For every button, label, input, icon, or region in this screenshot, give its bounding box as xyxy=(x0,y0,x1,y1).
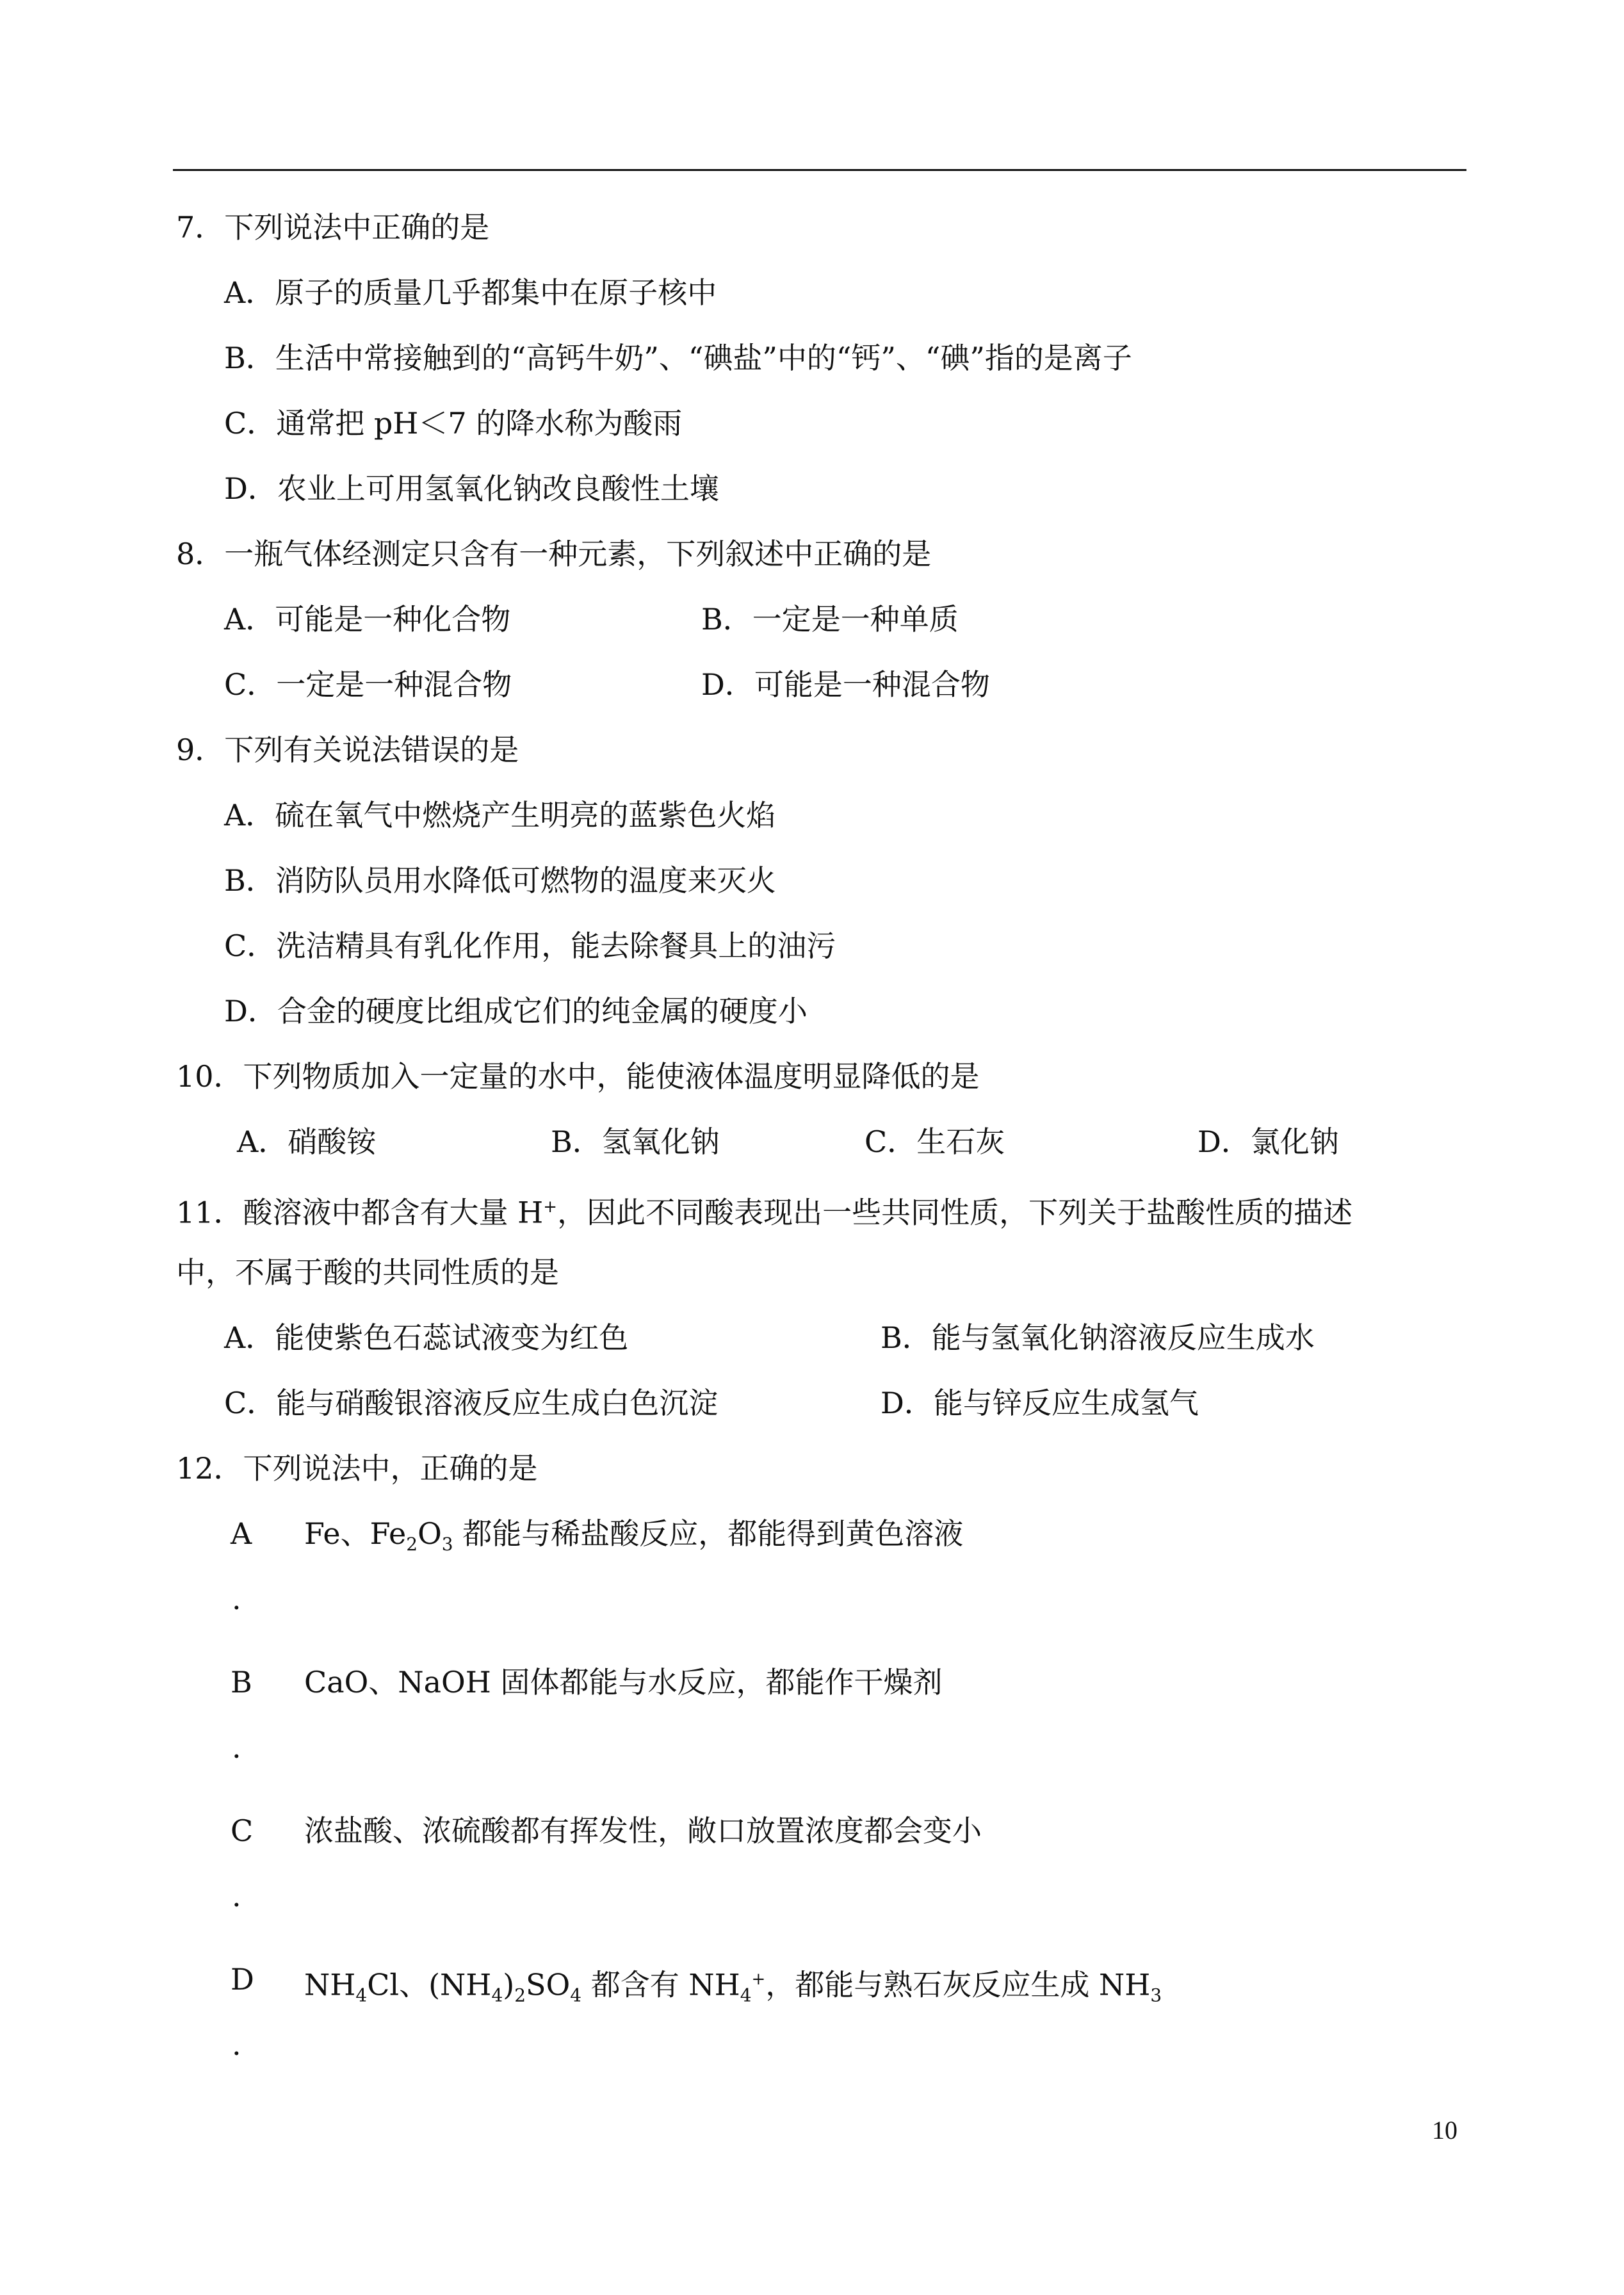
q12-a-part2: O xyxy=(418,1516,442,1551)
q7-option-b: B．生活中常接触到的“高钙牛奶”、“碘盐”中的“钙”、“碘”指的是离子 xyxy=(224,341,1132,375)
q12-option-b-letter: B xyxy=(231,1665,252,1699)
q12-option-a-dot: . xyxy=(232,1582,241,1616)
q11-stem-sup: + xyxy=(543,1197,558,1217)
header-rule xyxy=(173,169,1466,171)
q9-stem: 9．下列有关说法错误的是 xyxy=(176,733,519,767)
q12-d-sub5: 4 xyxy=(740,1984,752,2006)
q11-option-b: B．能与氢氧化钠溶液反应生成水 xyxy=(881,1320,1315,1355)
q8-option-b: B．一定是一种单质 xyxy=(701,602,959,637)
q12-option-b-dot: . xyxy=(232,1730,241,1765)
q7-stem: 7．下列说法中正确的是 xyxy=(176,210,490,245)
q8-stem: 8．一瓶气体经测定只含有一种元素，下列叙述中正确的是 xyxy=(176,537,932,571)
q8-option-a: A．可能是一种化合物 xyxy=(224,602,511,637)
q11-stem-line2: 中，不属于酸的共同性质的是 xyxy=(176,1255,559,1290)
q12-d-sup: + xyxy=(751,1970,766,1989)
q12-d-sub6: 3 xyxy=(1150,1984,1162,2006)
q12-d-sub4: 4 xyxy=(570,1984,582,2006)
q12-d-sub2: 4 xyxy=(491,1984,503,2006)
q12-stem: 12．下列说法中，正确的是 xyxy=(176,1451,538,1486)
q7-option-a: A．原子的质量几乎都集中在原子核中 xyxy=(224,275,717,310)
q12-a-sub1: 2 xyxy=(406,1534,418,1555)
q8-option-d: D．可能是一种混合物 xyxy=(701,667,990,702)
q12-option-d-letter: D xyxy=(231,1962,254,1997)
q10-option-b: B．氢氧化钠 xyxy=(551,1124,720,1159)
q9-option-b: B．消防队员用水降低可燃物的温度来灭火 xyxy=(224,863,776,898)
q7-option-d: D．农业上可用氢氧化钠改良酸性土壤 xyxy=(224,471,719,506)
q12-option-c-dot: . xyxy=(232,1879,241,1913)
q12-d-sub3: 2 xyxy=(514,1984,526,2006)
q11-stem-post: ，因此不同酸表现出一些共同性质，下列关于盐酸性质的描述 xyxy=(557,1195,1353,1230)
q8-option-c: C．一定是一种混合物 xyxy=(224,667,512,702)
q12-option-b-text: CaO、NaOH 固体都能与水反应，都能作干燥剂 xyxy=(304,1665,943,1699)
q7-option-c: C．通常把 pH＜7 的降水称为酸雨 xyxy=(224,406,683,441)
q12-a-part1: Fe、Fe xyxy=(304,1516,407,1551)
q12-d-part6: ，都能与熟石灰反应生成 NH xyxy=(765,1967,1151,2002)
q12-d-part4: SO xyxy=(526,1967,571,2002)
q12-option-a-letter: A xyxy=(231,1516,252,1551)
q9-option-a: A．硫在氧气中燃烧产生明亮的蓝紫色火焰 xyxy=(224,798,776,832)
q12-d-part1: NH xyxy=(304,1967,356,2002)
q12-option-c-text: 浓盐酸、浓硫酸都有挥发性，敞口放置浓度都会变小 xyxy=(304,1813,982,1848)
q12-option-c-letter: C xyxy=(231,1813,254,1848)
q12-option-d-dot: . xyxy=(232,2027,241,2062)
q10-option-d: D．氯化钠 xyxy=(1198,1124,1339,1159)
q10-option-c: C．生石灰 xyxy=(865,1124,1005,1159)
q10-stem: 10．下列物质加入一定量的水中，能使液体温度明显降低的是 xyxy=(176,1059,980,1094)
q9-option-c: C．洗洁精具有乳化作用，能去除餐具上的油污 xyxy=(224,929,836,963)
q12-d-part3: ) xyxy=(503,1967,515,2002)
q12-d-sub1: 4 xyxy=(355,1984,368,2006)
q12-option-a-text xyxy=(304,1514,963,1564)
page-number: 10 xyxy=(1432,2116,1458,2145)
q11-option-c: C．能与硝酸银溶液反应生成白色沉淀 xyxy=(224,1386,719,1420)
q9-option-d: D．合金的硬度比组成它们的纯金属的硬度小 xyxy=(224,994,808,1028)
q12-a-sub2: 3 xyxy=(441,1534,453,1555)
q11-option-a: A．能使紫色石蕊试液变为红色 xyxy=(224,1320,629,1355)
q12-d-part2: Cl、(NH xyxy=(367,1967,492,2002)
q12-option-d-text xyxy=(304,1960,1162,2015)
q11-option-d: D．能与锌反应生成氢气 xyxy=(881,1386,1199,1420)
q12-a-part3: 都能与稀盐酸反应，都能得到黄色溶液 xyxy=(453,1516,964,1551)
q11-stem-pre: 11．酸溶液中都含有大量 H xyxy=(176,1195,544,1230)
q11-stem xyxy=(176,1188,1352,1231)
q12-d-part5: 都含有 NH xyxy=(581,1967,740,2002)
q10-option-a: A．硝酸铵 xyxy=(237,1124,377,1159)
